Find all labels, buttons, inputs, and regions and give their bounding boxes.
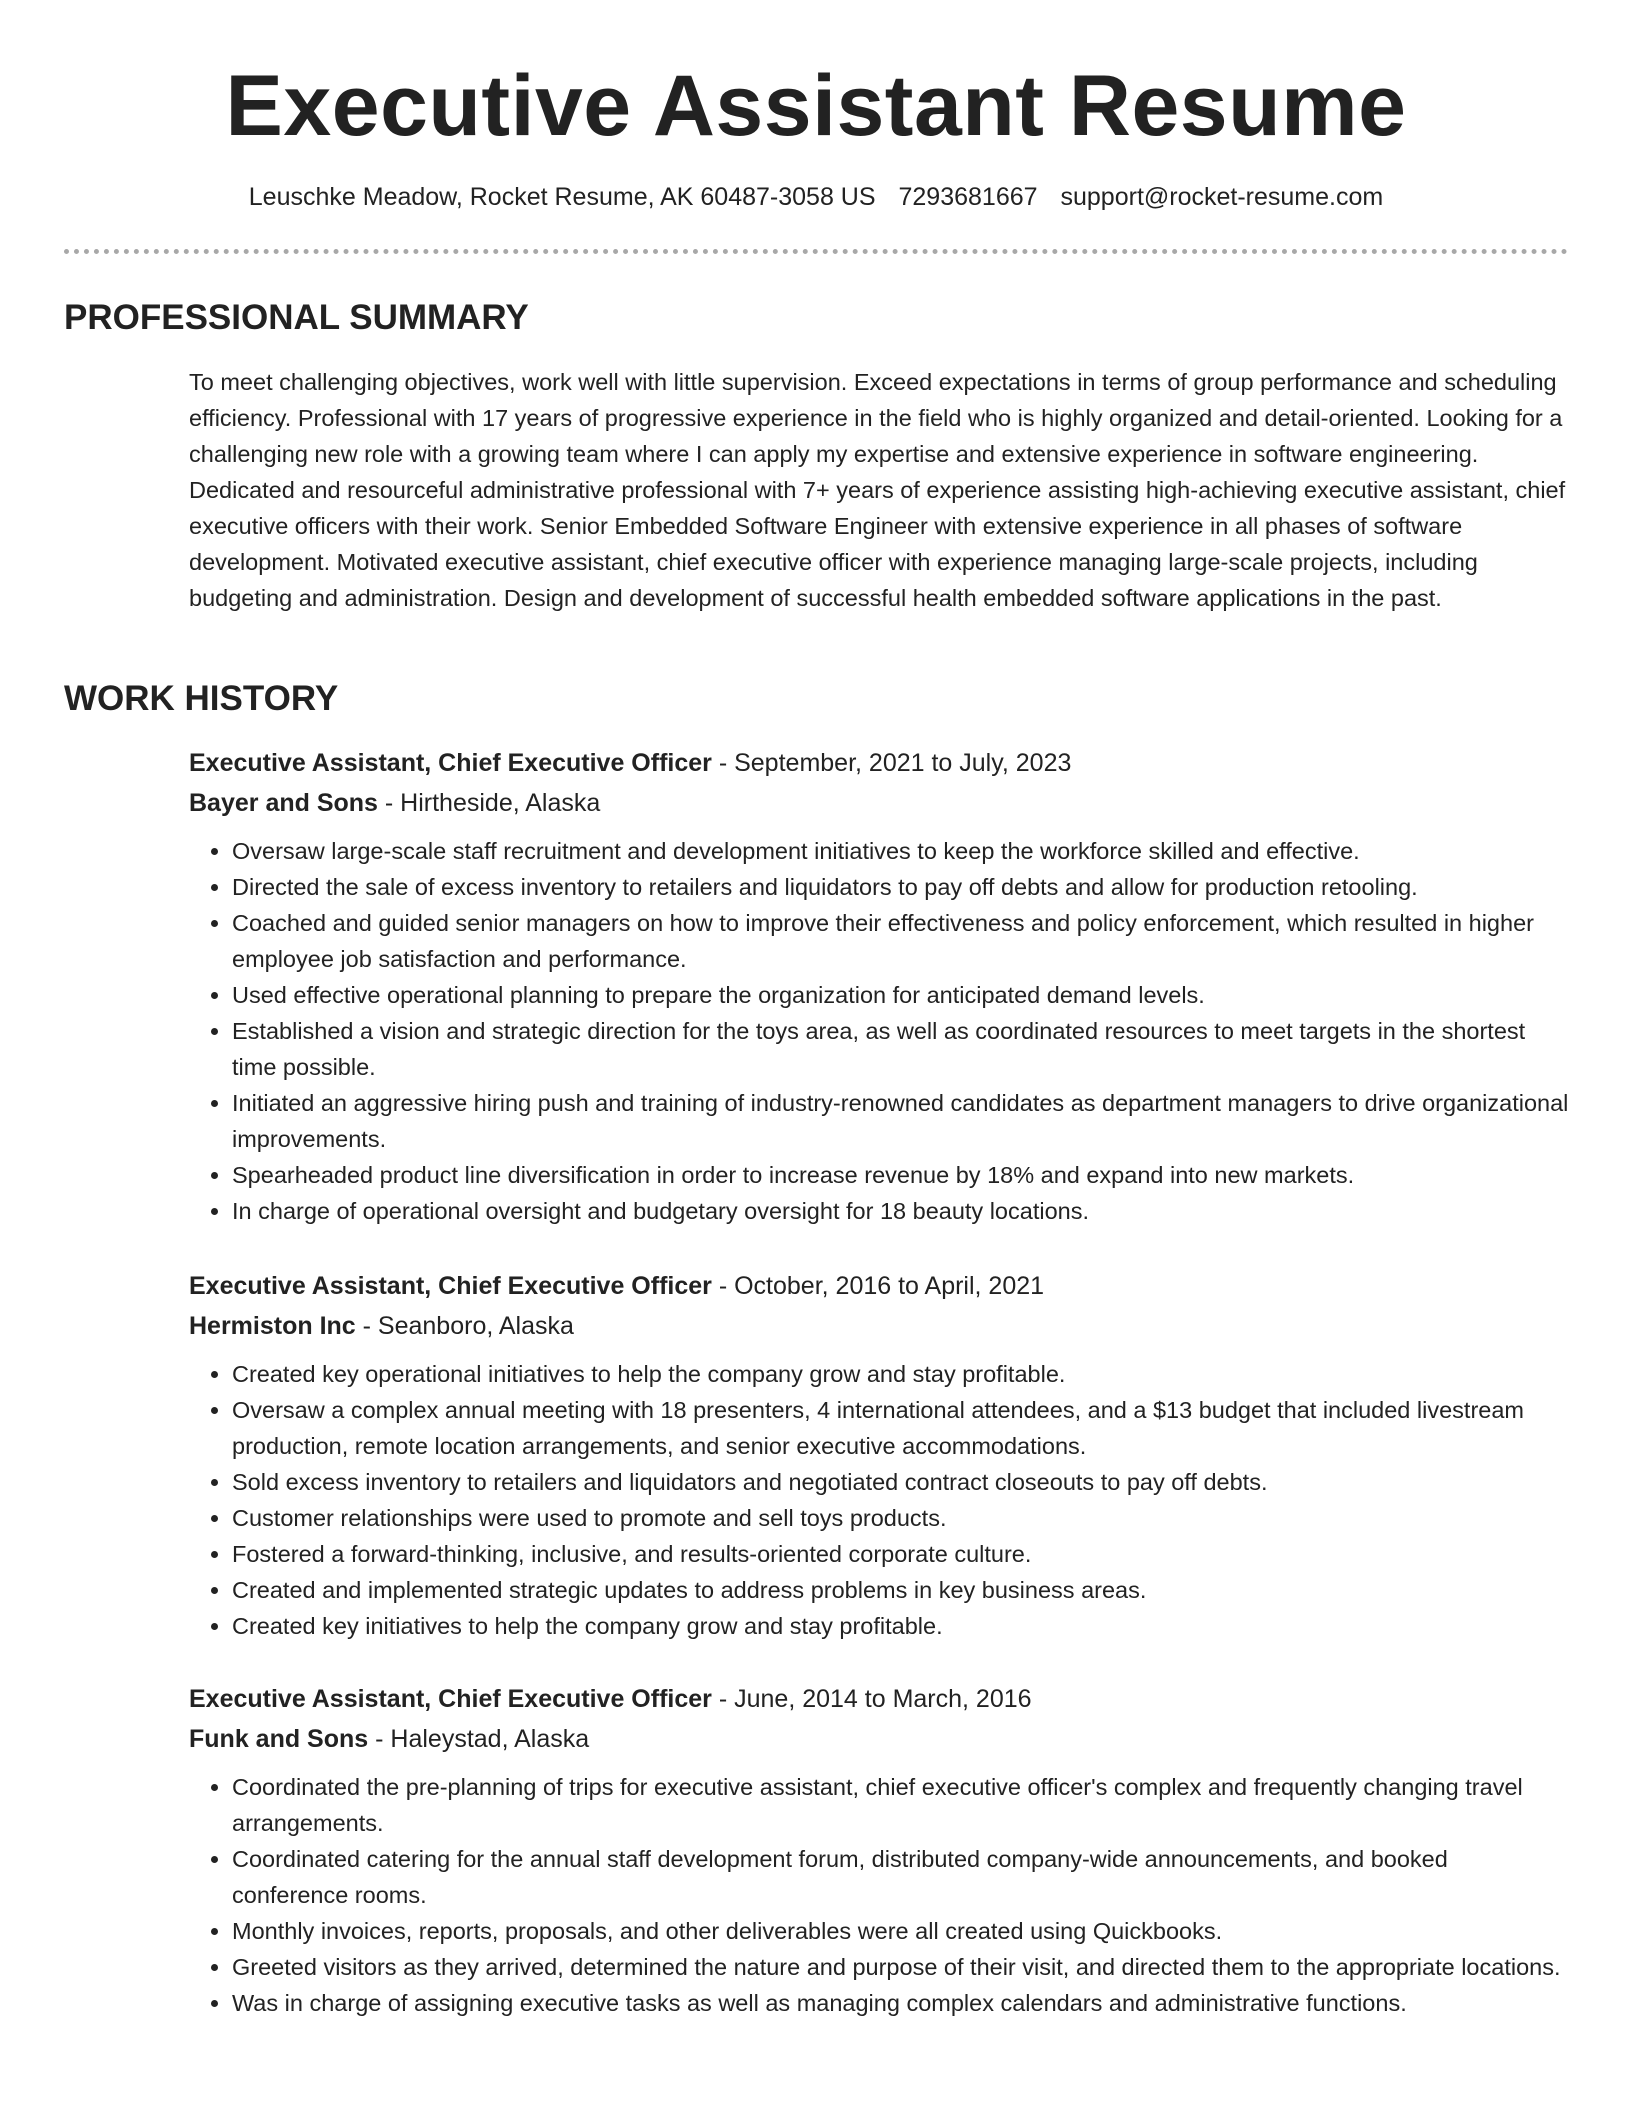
- list-item: • Coached and guided senior managers on how to improve their effectiveness and policy enforcement, which resulted in higher employee job satisfaction and performance.: [232, 905, 1569, 977]
- job-role: Executive Assistant, Chief Executive Officer: [189, 749, 712, 777]
- list-item: • Monthly invoices, reports, proposals, and other deliverables were all created using Quickbooks.: [232, 1913, 1569, 1949]
- job-location: - Haleystad, Alaska: [368, 1725, 590, 1753]
- job-title-line: [189, 1679, 1569, 1719]
- list-item: • Greeted visitors as they arrived, determined the nature and purpose of their visit, and directed them to the appropriate locations.: [232, 1949, 1569, 1985]
- job-bullet-list: [189, 1356, 1569, 1644]
- list-item: • Used effective operational planning to prepare the organization for anticipated demand levels.: [232, 977, 1569, 1013]
- job-bullet-list: [189, 833, 1569, 1229]
- list-item: • Coordinated catering for the annual staff development forum, distributed company-wide announcements, and booked conference rooms.: [232, 1841, 1569, 1913]
- section-title-work-history: WORK HISTORY: [64, 679, 339, 718]
- job-location: - Hirtheside, Alaska: [377, 789, 601, 817]
- job-company-line: [189, 1306, 1569, 1346]
- section-title-summary: PROFESSIONAL SUMMARY: [64, 298, 529, 337]
- job-location: - Seanboro, Alaska: [355, 1312, 574, 1340]
- job-title-line: [189, 743, 1569, 783]
- contact-phone: 7293681667: [898, 183, 1038, 211]
- list-item: • Oversaw large-scale staff recruitment and development initiatives to keep the workforce skilled and effective.: [232, 833, 1569, 869]
- list-item: • Coordinated the pre-planning of trips for executive assistant, chief executive officer's complex and frequently changing travel arrangements.: [232, 1769, 1569, 1841]
- job-company: Funk and Sons: [189, 1725, 369, 1753]
- job-entry: [189, 1679, 1569, 2021]
- job-role: Executive Assistant, Chief Executive Officer: [189, 1685, 712, 1713]
- job-title-line: [189, 1266, 1569, 1306]
- contact-email[interactable]: support@rocket-resume.com: [1060, 183, 1384, 211]
- job-company: Bayer and Sons: [189, 789, 378, 817]
- job-bullet-list: [189, 1769, 1569, 2021]
- job-company-line: [189, 783, 1569, 823]
- job-entry: [189, 743, 1569, 1229]
- header-divider: [64, 249, 1568, 254]
- list-item: • Was in charge of assigning executive tasks as well as managing complex calendars and administrative functions.: [232, 1985, 1569, 2021]
- list-item: • Fostered a forward-thinking, inclusive, and results-oriented corporate culture.: [232, 1536, 1569, 1572]
- list-item: • Created key operational initiatives to help the company grow and stay profitable.: [232, 1356, 1569, 1392]
- list-item: • Created and implemented strategic updates to address problems in key business areas.: [232, 1572, 1569, 1608]
- list-item: • Customer relationships were used to promote and sell toys products.: [232, 1500, 1569, 1536]
- contact-line: [0, 180, 1632, 214]
- job-company-line: [189, 1719, 1569, 1759]
- job-role: Executive Assistant, Chief Executive Officer: [189, 1272, 712, 1300]
- job-dates: - October, 2016 to April, 2021: [711, 1272, 1045, 1300]
- job-entry: [189, 1266, 1569, 1644]
- job-company: Hermiston Inc: [189, 1312, 356, 1340]
- list-item: • In charge of operational oversight and budgetary oversight for 18 beauty locations.: [232, 1193, 1569, 1229]
- list-item: • Spearheaded product line diversification in order to increase revenue by 18% and expand into new markets.: [232, 1157, 1569, 1193]
- job-dates: - September, 2021 to July, 2023: [711, 749, 1072, 777]
- resume-title: Executive Assistant Resume: [225, 58, 1407, 154]
- contact-address: Leuschke Meadow, Rocket Resume, AK 60487-3058 US: [248, 183, 876, 211]
- list-item: • Initiated an aggressive hiring push and training of industry-renowned candidates as department managers to drive organizational improvements.: [232, 1085, 1569, 1157]
- list-item: • Oversaw a complex annual meeting with 18 presenters, 4 international attendees, and a $13 budget that included livestream production, remote location arrangements, and senior executive accommodations.: [232, 1392, 1569, 1464]
- list-item: • Sold excess inventory to retailers and liquidators and negotiated contract closeouts to pay off debts.: [232, 1464, 1569, 1500]
- job-dates: - June, 2014 to March, 2016: [711, 1685, 1032, 1713]
- list-item: • Created key initiatives to help the company grow and stay profitable.: [232, 1608, 1569, 1644]
- list-item: • Directed the sale of excess inventory to retailers and liquidators to pay off debts and allow for production retooling.: [232, 869, 1569, 905]
- list-item: • Established a vision and strategic direction for the toys area, as well as coordinated resources to meet targets in the shortest time possible.: [232, 1013, 1569, 1085]
- professional-summary-text: To meet challenging objectives, work well with little supervision. Exceed expectations in terms of group performance and scheduling efficiency. Professional with 17 years of progressive experience in the field who is highly organized and detail-oriented. Looking for a challenging new role with a growing team where I can apply my expertise and extensive experience in software engineering. Dedicated and resourceful administrative professional with 7+ years of experience assisting high-achieving executive assistant, chief executive officers with their work. Senior Embedded Software Engineer with extensive experience in all phases of software development. Motivated executive assistant, chief executive officer with experience managing large-scale projects, including budgeting and administration. Design and development of successful health embedded software applications in the past.: [189, 369, 1566, 611]
